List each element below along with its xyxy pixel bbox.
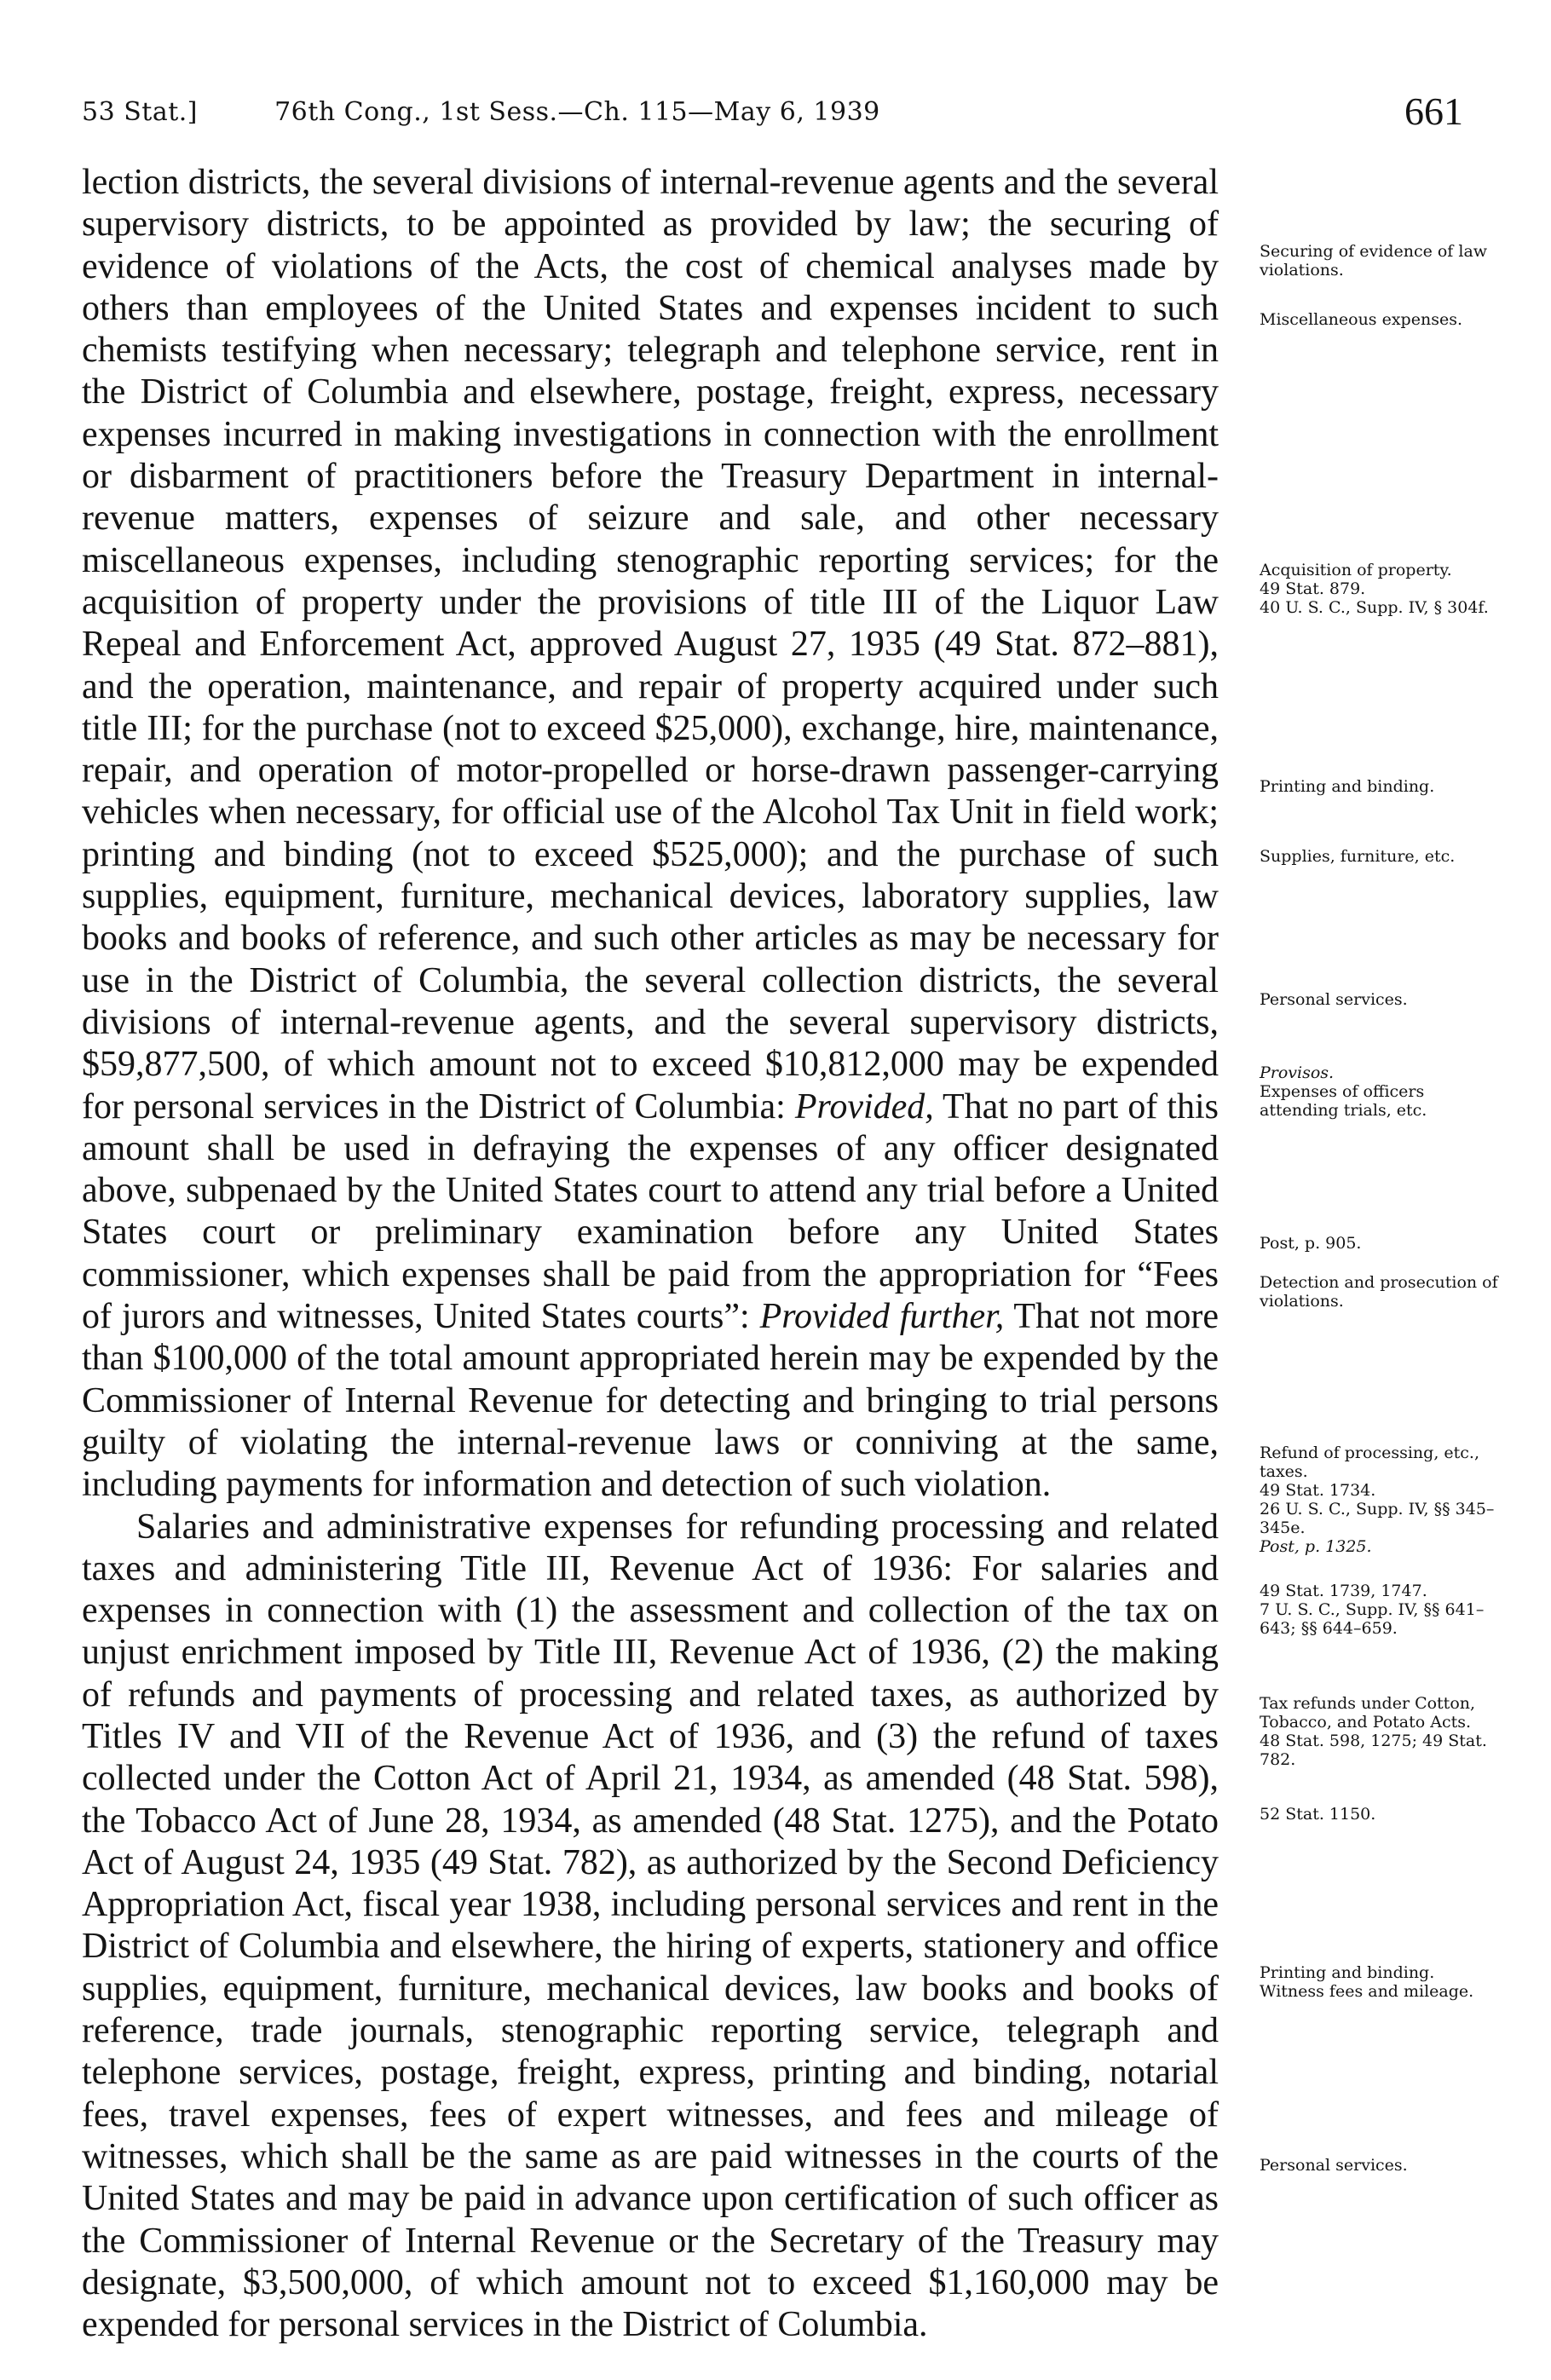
running-head [82,97,880,127]
margin-note-misc-expenses: Miscellaneous expenses. [1260,310,1462,329]
proviso-word: Provided, [794,1086,934,1127]
congress-chapter-date: 76th Cong., 1st Sess.—Ch. 115—May 6, 1939 [274,97,880,127]
paragraph-refunds: Salaries and administrative expenses for refunding processing and related taxes and administering Title III, Revenue Act of 1936: For salaries and expenses in connection with (1) the assessment and collection of the tax on unjust enrichment imposed by Title III, Revenue Act of 1936, (2) the making of refunds and payments of processing and related taxes, as authorized by Titles IV and VII of the Revenue Act of 1936, and (3) the refund of taxes collected under the Cotton Act of April 21, 1934, as amended (48 Stat. 598), the Tobacco Act of June 28, 1934, as amended (48 Stat. 1275), and the Potato Act of August 24, 1935 (49 Stat. 782), as authorized by the Second Deficiency Appropriation Act, fiscal year 1938, including personal services and rent in the District of Columbia and elsewhere, the hiring of experts, stationery and office supplies, equipment, furniture, mechanical devices, law books and books of reference, trade journals, stenographic reporting service, telegraph and telephone services, postage, freight, express, printing and binding, notarial fees, travel expenses, fees of expert witnesses, and fees and mileage of witnesses, which shall be the same as are paid witnesses in the courts of the United States and may be paid in advance upon certification of such officer as the Commissioner of Internal Revenue or the Secretary of the Treasury may designate, $3,500,000, of which amount not to exceed $1,160,000 may be expended for personal services in the District of Columbia. [82,1507,1219,2345]
margin-note-printing: Printing and binding. [1260,777,1435,796]
margin-note-detection: Detection and prosecution of violations. [1260,1273,1498,1311]
margin-note-49-stat: 49 Stat. 1739, 1747. 7 U. S. C., Supp. IV, §§ 641–643; §§ 644–659. [1260,1582,1485,1638]
margin-note-personal-services-2: Personal services. [1260,2156,1408,2175]
margin-note-refund-processing: Refund of processing, etc., taxes. 49 Stat. 1734. 26 U. S. C., Supp. IV, §§ 345–345e. Post, p. 1325. [1260,1444,1495,1556]
margin-note-52-stat: 52 Stat. 1150. [1260,1805,1376,1824]
main-text [82,162,1219,2346]
page-number: 661 [1404,89,1463,133]
statute-volume: 53 Stat.] [82,97,198,127]
margin-note-personal-services: Personal services. [1260,990,1408,1009]
margin-note-evidence: Securing of evidence of law violations. [1260,242,1488,279]
margin-note-acquisition: Acquisition of property. 49 Stat. 879. 40 U. S. C., Supp. IV, § 304f. [1260,561,1489,617]
margin-note-tax-refunds: Tax refunds under Cotton, Tobacco, and Potato Acts. 48 Stat. 598, 1275; 49 Stat. 782. [1260,1694,1487,1769]
margin-note-post-905: Post, p. 905. [1260,1234,1362,1253]
margin-note-provisos: Provisos. Expenses of officers attending trials, etc. [1260,1063,1427,1120]
paragraph-continued: lection districts, the several divisions of internal-revenue agents and the several supervisory districts, to be appointed as provided by law; the securing of evidence of violations of the Acts, the cost of chemical analyses made by others than employees of the United States and expenses incident to such chemists testifying when necessary; telegraph and telephone service, rent in the District of Columbia and elsewhere, postage, freight, express, necessary expenses incurred in making investigations in connection with the enrollment or disbarment of practitioners before the Treasury Department in internal-revenue matters, expenses of seizure and sale, and other necessary miscellaneous expenses, including stenographic reporting services; for the acquisition of property under the provisions of title III of the Liquor Law Repeal and Enforcement Act, approved August 27, 1935 (49 Stat. 872–881), and the operation, maintenance, and repair of property acquired under such title III; for the purchase (not to exceed $25,000), exchange, hire, maintenance, repair, and operation of motor-propelled or horse-drawn passenger-carrying vehicles when necessary, for official use of the Alcohol Tax Unit in field work; printing and binding (not to exceed $525,000); and the purchase of such supplies, equipment, furniture, mechanical devices, laboratory supplies, law books and books of reference, and such other articles as may be necessary for use in the District of Columbia, the several collection districts, the several divisions of internal-revenue agents, and the several supervisory districts, $59,877,500, of which amount not to exceed $10,812,000 may be expended for personal services in the District of Columbia: Provided, That no part of this amount shall be used in defraying the expenses of any officer designated above, subpenaed by the United States court to attend any trial before a United States court or preliminary examination before any United States commissioner, which expenses shall be paid from the appropriation for “Fees of jurors and witnesses, United States courts”: Provided further, That not more than $100,000 of the total amount appropriated herein may be expended by the Commissioner of Internal Revenue for detecting and bringing to trial persons guilty of violating the internal-revenue laws or conniving at the same, including payments for information and detection of such violation. [82,163,1219,1505]
margin-note-printing-witness: Printing and binding. Witness fees and mileage. [1260,1963,1474,2001]
proviso-further: Provided further, [759,1297,1005,1337]
margin-note-supplies: Supplies, furniture, etc. [1260,847,1456,866]
